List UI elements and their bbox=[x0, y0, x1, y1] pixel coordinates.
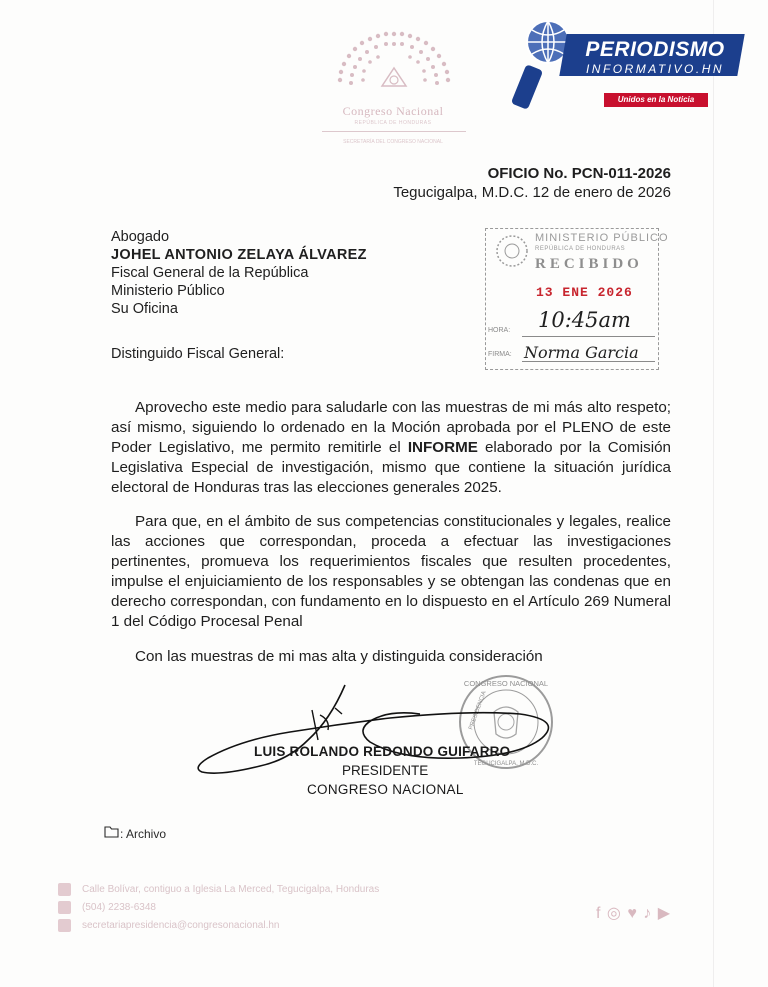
location-pin-icon bbox=[58, 883, 71, 896]
seal-top-text: CONGRESO NACIONAL bbox=[463, 679, 549, 688]
facebook-icon: f bbox=[596, 905, 603, 922]
letterhead-institution: Congreso Nacional bbox=[342, 104, 444, 118]
congress-emblem-icon bbox=[330, 24, 458, 106]
seal-bottom-text: TEGUCIGALPA, M.D.C. bbox=[473, 761, 539, 767]
archivo-note: : Archivo bbox=[120, 827, 167, 841]
twitter-icon: ♥ bbox=[627, 905, 639, 922]
stamp-date: 13 ENE 2026 bbox=[536, 285, 633, 300]
letterhead-bottom-note: SECRETARÍA DEL CONGRESO NACIONAL bbox=[343, 139, 443, 145]
stamp-country: REPÚBLICA DE HONDURAS bbox=[535, 246, 626, 252]
closing-line: Con las muestras de mi mas alta y distinguida consideración bbox=[135, 648, 543, 665]
youtube-icon: ▶ bbox=[657, 905, 673, 922]
paragraph-1-text-b: elaborado por la Comisión Legislativa Especial de investigación, mismo que contiene la situación jurídica electoral de Honduras tras las elecciones generales 2025. bbox=[111, 439, 671, 496]
signatory-organization: CONGRESO NACIONAL bbox=[307, 782, 464, 797]
folder-icon bbox=[104, 825, 119, 838]
stamp-hora-value: 10:45am bbox=[538, 308, 631, 332]
paragraph-2: Para que, en el ámbito de sus competencias constitucionales y legales, realice las acciones que correspondan, proceda a efectuar las investigaciones pertinentes, promueva los requerimientos fiscales que resulten procedentes, impulse el enjuiciamiento de los responsables y se obtengan las condenas que en derecho correspondan, con fundamento en lo dispuesto en el Artículo 269 Numeral 1 del Código Procesal Penal bbox=[111, 513, 671, 630]
signatory-role: PRESIDENTE bbox=[342, 763, 429, 778]
watermark-tagline: Unidos en la Noticia bbox=[604, 93, 708, 107]
addressee-name: JOHEL ANTONIO ZELAYA ÁLVAREZ bbox=[111, 247, 367, 263]
stamp-hora-line bbox=[522, 336, 655, 337]
footer-address: Calle Bolívar, contiguo a Iglesia La Merced, Tegucigalpa, Honduras bbox=[82, 884, 380, 895]
signatory-name: LUIS ROLANDO REDONDO GUIFARRO bbox=[254, 744, 511, 759]
email-icon bbox=[58, 919, 71, 932]
stamp-entity: MINISTERIO PÚBLICO bbox=[535, 232, 669, 244]
watermark-line2: INFORMATIVO.HN bbox=[585, 62, 725, 76]
stamp-firma-value: Norma Garcia bbox=[524, 343, 639, 362]
addressee-location: Su Oficina bbox=[111, 301, 178, 317]
stamp-status: RECIBIDO bbox=[535, 256, 643, 272]
stamp-firma-label: FIRMA: bbox=[488, 351, 512, 358]
greeting: Distinguido Fiscal General: bbox=[111, 346, 285, 362]
stamp-hora-label: HORA: bbox=[488, 327, 511, 334]
letterhead-divider bbox=[322, 131, 466, 132]
footer-phone: (504) 2238-6348 bbox=[82, 902, 156, 913]
instagram-icon: ◎ bbox=[606, 905, 623, 922]
social-icons bbox=[596, 903, 672, 923]
addressee-office: Ministerio Público bbox=[111, 283, 225, 299]
watermark-line1: PERIODISMO bbox=[585, 38, 725, 61]
paragraph-1-text-a: Aprovecho este medio para saludarle con las muestras de mi más alto respeto; así mismo, siguiendo lo ordenado en la Moción aprobada por el PLENO de este Poder Legislativo, me permito remitirle el bbox=[111, 399, 671, 456]
tiktok-icon: ♪ bbox=[643, 905, 654, 922]
seal-left-text: PRESIDENCIA bbox=[468, 690, 488, 731]
footer-email: secretariapresidencia@congresonacional.hn bbox=[82, 920, 280, 931]
addressee-title: Abogado bbox=[111, 229, 170, 245]
phone-icon bbox=[58, 901, 71, 914]
addressee-position: Fiscal General de la República bbox=[111, 265, 309, 281]
margin-line bbox=[713, 0, 714, 987]
oficio-number: OFICIO No. PCN-011-2026 bbox=[487, 165, 671, 182]
stamp-seal-icon bbox=[494, 233, 530, 269]
paragraph-1 bbox=[111, 398, 671, 498]
paragraph-1-bold: INFORME bbox=[407, 439, 478, 456]
letterhead-subtitle: REPÚBLICA DE HONDURAS bbox=[354, 120, 432, 126]
city-date: Tegucigalpa, M.D.C. 12 de enero de 2026 bbox=[393, 184, 671, 201]
